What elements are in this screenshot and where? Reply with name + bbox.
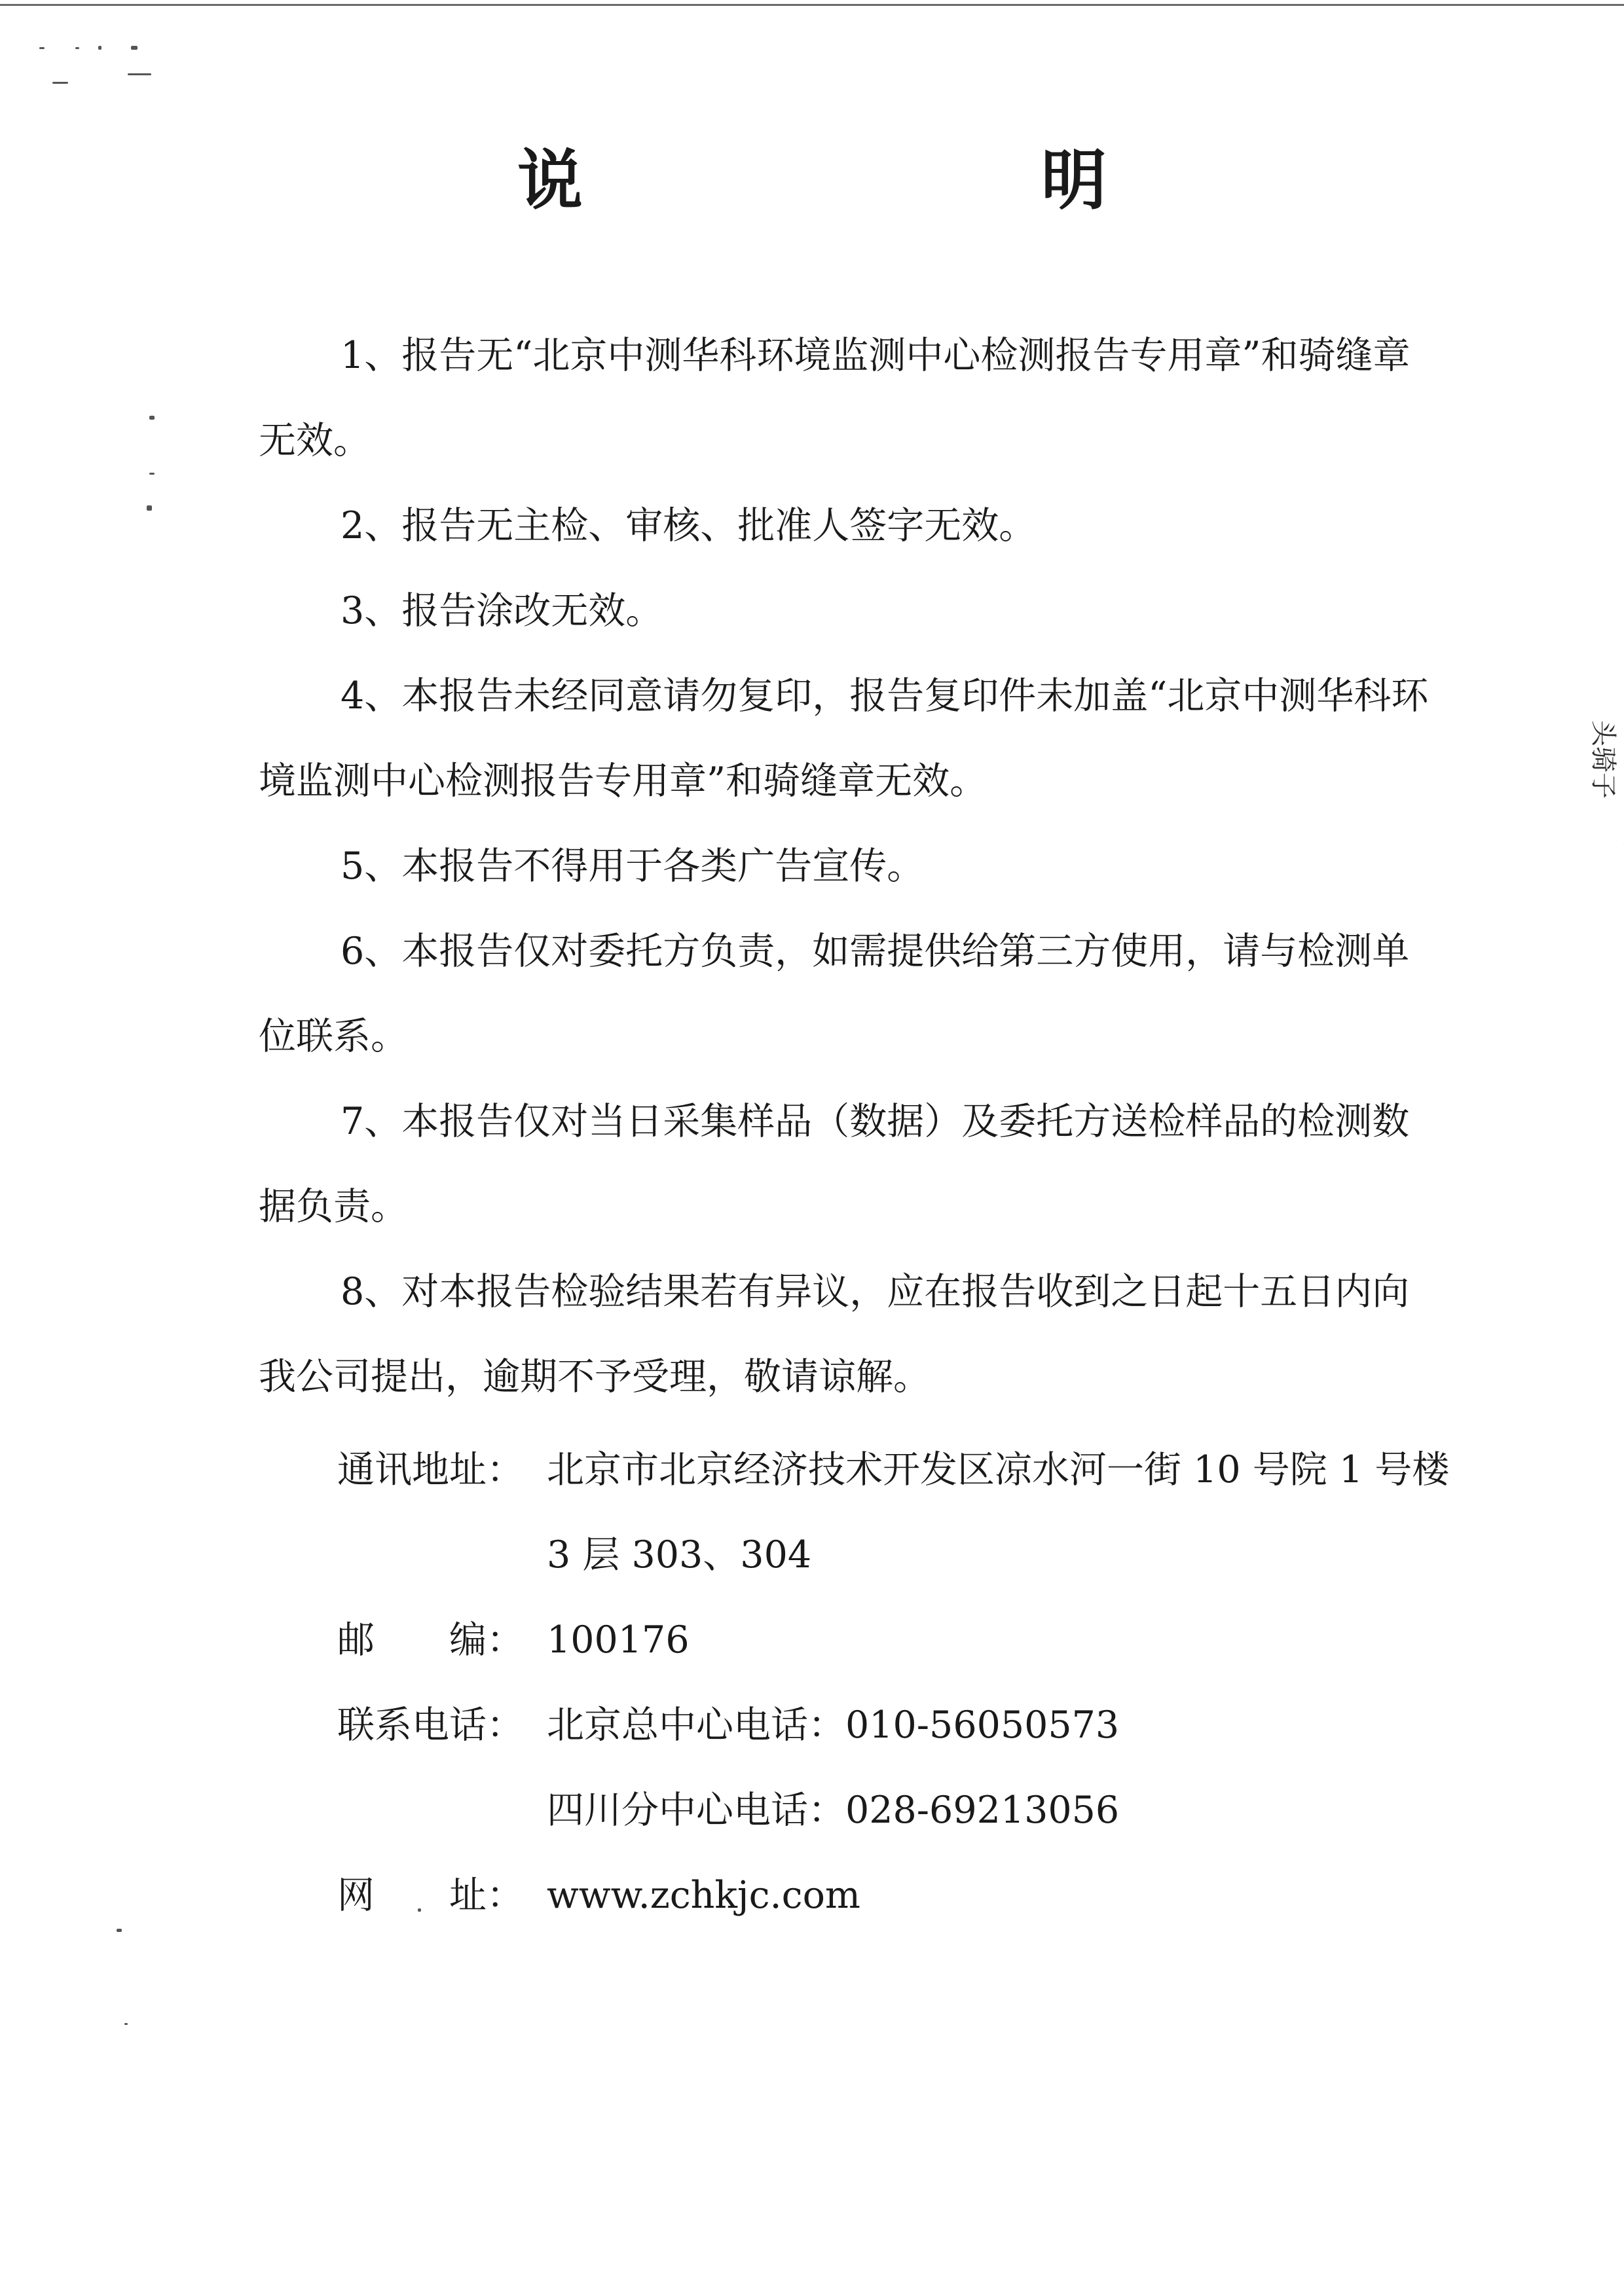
notice-item: 4、本报告未经同意请勿复印，报告复印件未加盖“北京中测华科环境监测中心检测报告专用章”和骑缝章无效。 (259, 674, 1429, 803)
website-label: 网 址： (337, 1874, 524, 1917)
notice-item: 2、报告无主检、审核、批准人签字无效。 (341, 504, 1037, 547)
address-row (337, 1427, 1450, 1597)
notice-item: 6、本报告仅对委托方负责，如需提供给第三方使用，请与检测单位联系。 (259, 930, 1410, 1058)
phone-beijing: 北京总中心电话：010-56050573 (547, 1704, 1120, 1747)
postcode-label: 邮 编： (337, 1618, 524, 1662)
notice-item: 7、本报告仅对当日采集样品（数据）及委托方送检样品的检测数据负责。 (259, 1100, 1410, 1228)
notice-item: 5、本报告不得用于各类广告宣传。 (341, 845, 925, 888)
address-label: 通讯地址： (337, 1448, 524, 1491)
phone-sichuan: 四川分中心电话：028-69213056 (547, 1789, 1120, 1832)
phone-label: 联系电话： (337, 1704, 524, 1747)
website-row (337, 1853, 1450, 1938)
scan-top-edge (0, 4, 1624, 6)
website-value: www.zchkjc.com (547, 1874, 860, 1917)
postcode-row (337, 1597, 1450, 1683)
notice-list (259, 313, 1437, 1419)
phone-row (337, 1683, 1450, 1768)
phone-row-2 (337, 1768, 1450, 1853)
postcode-value: 100176 (547, 1618, 690, 1662)
page-title: 说 明 (517, 141, 1303, 219)
notice-item: 8、对本报告检验结果若有异议，应在报告收到之日起十五日内向我公司提出，逾期不予受理，敬请谅解。 (259, 1270, 1410, 1398)
notice-item: 1、报告无“北京中测华科环境监测中心检测报告专用章”和骑缝章无效。 (259, 334, 1411, 462)
contact-info (337, 1427, 1450, 1938)
notice-item: 3、报告涂改无效。 (341, 589, 663, 632)
seam-seal-stamp (1532, 648, 1624, 884)
address-value: 北京市北京经济技术开发区凉水河一街 10 号院 1 号楼 3 层 303、304 (547, 1448, 1450, 1576)
seal-text: 头骑子 (1588, 720, 1618, 799)
